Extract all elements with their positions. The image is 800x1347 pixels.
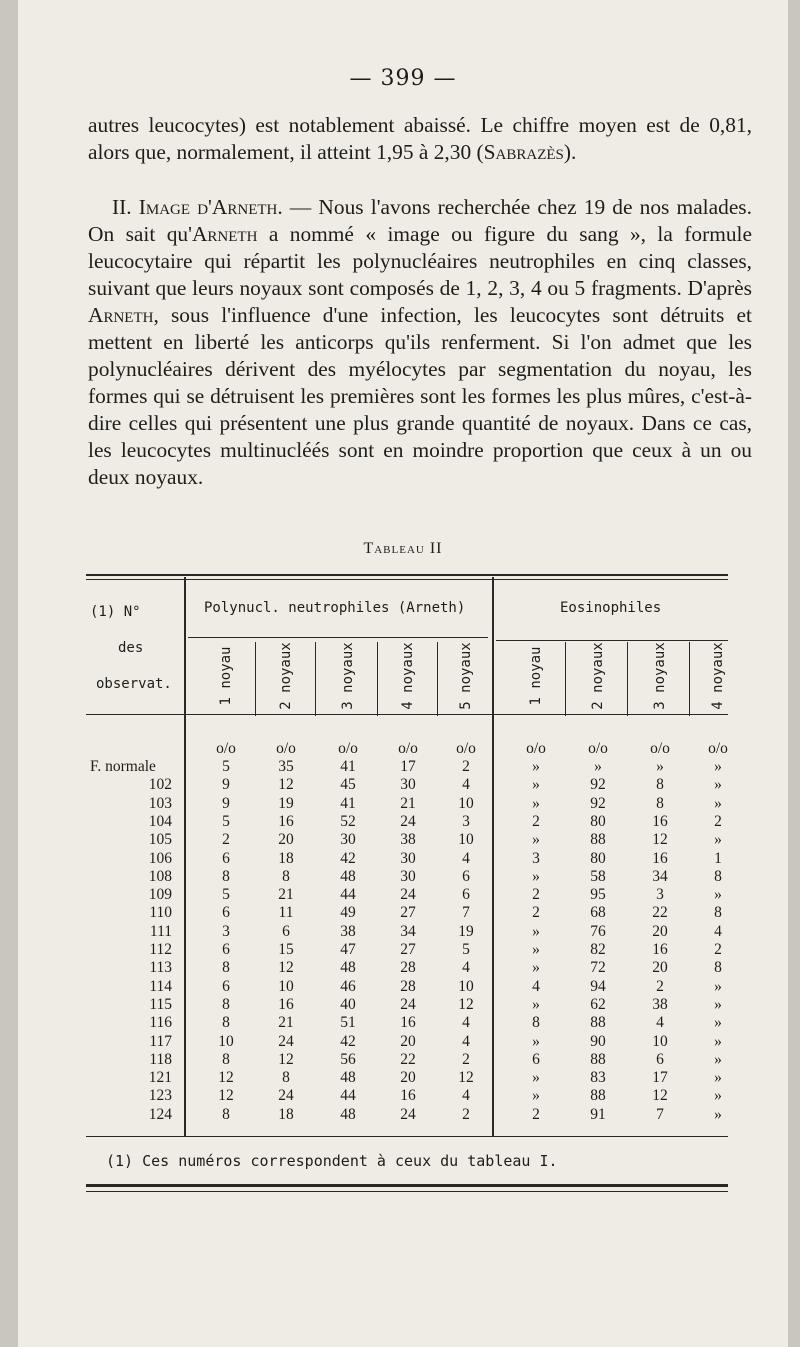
table-cell: 48	[340, 1105, 356, 1123]
sub-col-divider	[627, 642, 628, 716]
table-cell: 10	[652, 1032, 668, 1050]
sub-header-9: 4 noyaux	[710, 642, 726, 710]
table-cell: 8	[222, 959, 230, 977]
paragraph-1	[88, 112, 752, 166]
table-cell: »	[714, 1032, 722, 1050]
table-cell: 20	[400, 1032, 416, 1050]
table-cell: 27	[400, 941, 416, 958]
table-cell: »	[532, 794, 540, 812]
table-cell: 4	[462, 959, 470, 977]
sub-header-2: 2 noyaux	[278, 642, 294, 710]
table-cell: 22	[400, 1050, 416, 1068]
sub-header-1: 1 noyau	[218, 646, 234, 706]
table-cell: 17	[400, 758, 416, 775]
table-cell: »	[532, 758, 540, 775]
table-cell: »	[714, 1050, 722, 1068]
para2-part-b: a nommé « image ou figure du sang », la formule leucocytaire qui répartit les polynucléaires neutrophiles en cinq classes, suivant que leurs noyaux sont composés de 1, 2, 3, 4 ou 5 fragments. D'après	[88, 222, 752, 300]
table-cell: 3	[462, 812, 470, 830]
table-cell: 8	[714, 959, 722, 977]
table-cell: 47	[340, 941, 356, 958]
table-cell: 4	[532, 977, 540, 995]
table-cell: 15	[278, 941, 294, 958]
sub-col-divider	[315, 642, 316, 716]
table-cell: 8	[222, 1014, 230, 1032]
table-cell: »	[714, 995, 722, 1013]
table-cell: 6	[222, 904, 230, 922]
table-cell: 88	[590, 831, 606, 849]
table-cell: 6	[656, 1050, 664, 1068]
table-cell: 94	[590, 977, 606, 995]
table-cell: 30	[340, 831, 356, 849]
table-cell: 95	[590, 886, 606, 904]
table-bottom-rule	[86, 1136, 728, 1137]
table-cell: 76	[590, 922, 606, 940]
table-cell: 12	[458, 1069, 474, 1087]
section-number: II.	[112, 195, 139, 219]
sub-col-divider	[437, 642, 438, 716]
table-cell: »	[532, 867, 540, 885]
table-cell: »	[714, 758, 722, 775]
table-cell: 34	[400, 922, 416, 940]
table-cell: 19	[458, 922, 474, 940]
table-cell: 2	[714, 941, 722, 958]
table-cell: 30	[400, 776, 416, 794]
unit-cell: o/o	[398, 740, 418, 757]
table-cell: 44	[340, 1087, 356, 1105]
sub-header-8: 3 noyaux	[652, 642, 668, 710]
table-cell: 10	[458, 794, 474, 812]
table-cell: 4	[462, 849, 470, 867]
col-divider-label	[184, 577, 186, 1137]
table-cell: 46	[340, 977, 356, 995]
table-cell: »	[714, 886, 722, 904]
table-cell: 16	[278, 995, 294, 1013]
table-cell: 5	[222, 886, 230, 904]
table-cell: 2	[222, 831, 230, 849]
table-cell: 3	[656, 886, 664, 904]
table-top-rule-thin	[86, 579, 728, 580]
table-cell: »	[532, 995, 540, 1013]
table-cell: 92	[590, 794, 606, 812]
unit-cell: o/o	[338, 740, 358, 757]
table-cell: »	[714, 1014, 722, 1032]
table-cell: 19	[278, 794, 294, 812]
table-cell: 12	[458, 995, 474, 1013]
table-cell: 24	[278, 1087, 294, 1105]
sub-header-5: 5 noyaux	[458, 642, 474, 710]
table-cell: 45	[340, 776, 356, 794]
table-cell: 72	[590, 959, 606, 977]
table-cell: 90	[590, 1032, 606, 1050]
row-label: 117	[149, 1032, 172, 1050]
table-cell: 12	[278, 959, 294, 977]
row-label: 104	[148, 812, 172, 830]
table-cell: 7	[462, 904, 470, 922]
table-cell: 2	[532, 904, 540, 922]
sub-header-4: 4 noyaux	[400, 642, 416, 710]
table-cell: 16	[400, 1014, 416, 1032]
table-cell: 8	[714, 904, 722, 922]
row-label: 116	[149, 1014, 172, 1032]
table-cell: 2	[532, 886, 540, 904]
table-cell: 16	[400, 1087, 416, 1105]
row-label: 109	[148, 886, 172, 904]
table-cell: 48	[340, 867, 356, 885]
table-cell: 7	[656, 1105, 664, 1123]
table-cell: 42	[340, 849, 356, 867]
table-cell: 28	[400, 977, 416, 995]
table-cell: 10	[458, 831, 474, 849]
table-cell: 3	[222, 922, 230, 940]
table-cell: »	[532, 1032, 540, 1050]
table-cell: 8	[282, 1069, 290, 1087]
table-cell: 41	[340, 758, 356, 775]
table-cell: 9	[222, 794, 230, 812]
table-cell: 6	[462, 886, 470, 904]
table-cell: 18	[278, 849, 294, 867]
table-cell: 17	[652, 1069, 668, 1087]
table-cell: 24	[400, 812, 416, 830]
table-cell: 49	[340, 904, 356, 922]
row-label: 123	[148, 1087, 172, 1105]
row-label: 113	[149, 959, 172, 977]
table-cell: 16	[278, 812, 294, 830]
table-cell: 38	[340, 922, 356, 940]
unit-cell: o/o	[708, 740, 728, 757]
table-cell: 34	[652, 867, 668, 885]
table-cell: 2	[656, 977, 664, 995]
paragraph-2	[88, 194, 752, 491]
table-cell: 8	[222, 1105, 230, 1123]
table-cell: 80	[590, 849, 606, 867]
table-cell: 1	[714, 849, 722, 867]
table-cell: 68	[590, 904, 606, 922]
row-label: 105	[148, 831, 172, 849]
table-cell: 6	[532, 1050, 540, 1068]
unit-cell: o/o	[650, 740, 670, 757]
book-page	[18, 0, 788, 1347]
table-cell: 24	[400, 1105, 416, 1123]
table-cell: 56	[340, 1050, 356, 1068]
table-cell: 16	[652, 812, 668, 830]
table-cell: 2	[532, 1105, 540, 1123]
table-cell: 16	[652, 849, 668, 867]
sub-col-divider	[689, 642, 690, 716]
table-cell: 3	[532, 849, 540, 867]
table-cell: 27	[400, 904, 416, 922]
table-cell: 30	[400, 867, 416, 885]
author-sabrazes: Sabrazès	[483, 140, 564, 164]
table-cell: 4	[714, 922, 722, 940]
page-bottom-rule-thin	[86, 1191, 728, 1192]
table-cell: 35	[278, 758, 294, 775]
header-eosinophiles: Eosinophiles	[560, 600, 662, 616]
row-label: 118	[149, 1050, 172, 1068]
table-cell: 21	[278, 886, 294, 904]
table-cell: »	[532, 1069, 540, 1087]
table-cell: 6	[282, 922, 290, 940]
table-cell: 8	[714, 867, 722, 885]
unit-cell: o/o	[276, 740, 296, 757]
table-cell: 62	[590, 995, 606, 1013]
table-cell: »	[594, 758, 602, 775]
table-cell: 4	[462, 1087, 470, 1105]
table-cell: 8	[656, 776, 664, 794]
table-cell: 20	[652, 922, 668, 940]
table-cell: 21	[400, 794, 416, 812]
table-cell: »	[532, 776, 540, 794]
table-cell: 12	[278, 776, 294, 794]
table-cell: 20	[400, 1069, 416, 1087]
table-cell: 51	[340, 1014, 356, 1032]
table-cell: 6	[222, 849, 230, 867]
header-observat: observat.	[96, 676, 172, 692]
table-cell: 6	[222, 941, 230, 958]
table-cell: 2	[462, 1050, 470, 1068]
row-label: 106	[148, 849, 172, 867]
table-cell: 24	[278, 1032, 294, 1050]
table-cell: 83	[590, 1069, 606, 1087]
table-cell: 91	[590, 1105, 606, 1123]
table-cell: 5	[462, 941, 470, 958]
table-cell: 42	[340, 1032, 356, 1050]
table-cell: 5	[222, 758, 230, 775]
row-label: 115	[149, 995, 172, 1013]
table-caption: Tableau II	[363, 540, 443, 557]
table-cell: 20	[278, 831, 294, 849]
table-cell: 10	[458, 977, 474, 995]
row-label: 121	[148, 1069, 172, 1087]
table-cell: 38	[400, 831, 416, 849]
row-label: 124	[148, 1105, 172, 1123]
row-label: 103	[148, 794, 172, 812]
table-cell: 2	[532, 812, 540, 830]
table-cell: 82	[590, 941, 606, 958]
section-heading: Image d'Arneth.	[138, 195, 283, 219]
table-cell: »	[714, 1069, 722, 1087]
sub-col-divider	[377, 642, 378, 716]
table-cell: 4	[462, 1014, 470, 1032]
table-cell: 8	[656, 794, 664, 812]
author-arneth: Arneth	[191, 222, 258, 246]
table-top-rule	[86, 574, 728, 576]
table-cell: 8	[222, 867, 230, 885]
para2-part-c: , sous l'influence d'une infection, les leucocytes sont détruits et mettent en liberté les anticorps qu'ils renferment. Si l'on admet que les polynucléaires dérivent des myélocytes par segmentation du noyau, les formes qui se détruisent les premières sont les formes les plus mûres, c'est-à-dire celles qui présentent une plus grande quantité de noyaux. Dans ce cas, les leucocytes multinucléés sont en moindre proportion que ceux à un ou deux noyaux.	[88, 303, 752, 489]
table-cell: 6	[462, 867, 470, 885]
table-cell: 2	[462, 1105, 470, 1123]
row-label: F. normale	[90, 758, 156, 775]
table-cell: 2	[462, 758, 470, 775]
table-cell: »	[714, 1105, 722, 1123]
table-cell: 8	[282, 867, 290, 885]
row-label: 114	[149, 977, 172, 995]
table-cell: »	[714, 977, 722, 995]
table-cell: »	[714, 831, 722, 849]
table-cell: »	[656, 758, 664, 775]
table-cell: »	[532, 959, 540, 977]
unit-cell: o/o	[526, 740, 546, 757]
para2-part-a: — Nous l'avons recherchée chez 19 de nos malades. On sait qu'	[88, 195, 752, 246]
unit-cell: o/o	[456, 740, 476, 757]
table-cell: 58	[590, 867, 606, 885]
unit-cell: o/o	[588, 740, 608, 757]
table-cell: 8	[222, 995, 230, 1013]
table-cell: 4	[462, 776, 470, 794]
table-cell: 38	[652, 995, 668, 1013]
table-cell: 12	[652, 1087, 668, 1105]
sub-header-7: 2 noyaux	[590, 642, 606, 710]
table-cell: 20	[652, 959, 668, 977]
author-arneth-2: Arneth	[88, 303, 154, 327]
table-cell: 8	[532, 1014, 540, 1032]
table-cell: 5	[222, 812, 230, 830]
table-cell: 8	[222, 1050, 230, 1068]
table-cell: 12	[652, 831, 668, 849]
table-cell: 12	[278, 1050, 294, 1068]
footnote: (1) Ces numéros correspondent à ceux du tableau I.	[106, 1152, 558, 1170]
header-no: (1) N°	[90, 604, 141, 620]
table-cell: 6	[222, 977, 230, 995]
page-number: — 399 —	[349, 66, 457, 91]
row-label: 112	[149, 941, 172, 958]
table-cell: 88	[590, 1014, 606, 1032]
table-cell: 12	[218, 1069, 234, 1087]
sub-header-3: 3 noyaux	[340, 642, 356, 710]
table-cell: 10	[218, 1032, 234, 1050]
table-cell: 48	[340, 1069, 356, 1087]
table-cell: 12	[218, 1087, 234, 1105]
table-cell: 44	[340, 886, 356, 904]
table-cell: 21	[278, 1014, 294, 1032]
table-cell: 9	[222, 776, 230, 794]
header-neutrophiles: Polynucl. neutrophiles (Arneth)	[204, 600, 466, 616]
row-label: 111	[149, 922, 172, 940]
table-cell: 11	[278, 904, 294, 922]
table-cell: »	[532, 831, 540, 849]
table-cell: »	[714, 794, 722, 812]
table-cell: 10	[278, 977, 294, 995]
sub-col-divider	[565, 642, 566, 716]
table-cell: »	[714, 776, 722, 794]
table-cell: 52	[340, 812, 356, 830]
table-cell: 41	[340, 794, 356, 812]
table-cell: »	[532, 1087, 540, 1105]
table-cell: 28	[400, 959, 416, 977]
row-label: 102	[148, 776, 172, 794]
table-cell: 48	[340, 959, 356, 977]
table-cell: 88	[590, 1087, 606, 1105]
table-cell: »	[714, 1087, 722, 1105]
table-cell: 80	[590, 812, 606, 830]
table-cell: 4	[462, 1032, 470, 1050]
table-cell: 2	[714, 812, 722, 830]
table-cell: »	[532, 922, 540, 940]
table-cell: 92	[590, 776, 606, 794]
sub-col-divider	[255, 642, 256, 716]
row-label: 110	[149, 904, 172, 922]
sub-header-6: 1 noyau	[528, 646, 544, 706]
table-cell: 24	[400, 995, 416, 1013]
table-cell: 4	[656, 1014, 664, 1032]
table-cell: »	[532, 941, 540, 958]
para1-end: ).	[563, 140, 577, 164]
table-cell: 22	[652, 904, 668, 922]
table-cell: 16	[652, 941, 668, 958]
table-cell: 88	[590, 1050, 606, 1068]
header-des: des	[118, 640, 144, 656]
para1-text: autres leucocytes) est notablement abaissé. Le chiffre moyen est de 0,81, alors que, normalement, il atteint 1,95 à 2,30 (	[88, 113, 752, 164]
table-cell: 24	[400, 886, 416, 904]
table-cell: 40	[340, 995, 356, 1013]
unit-cell: o/o	[216, 740, 236, 757]
page-bottom-rule	[86, 1184, 728, 1187]
table-cell: 30	[400, 849, 416, 867]
row-label: 108	[148, 867, 172, 885]
table-cell: 18	[278, 1105, 294, 1123]
